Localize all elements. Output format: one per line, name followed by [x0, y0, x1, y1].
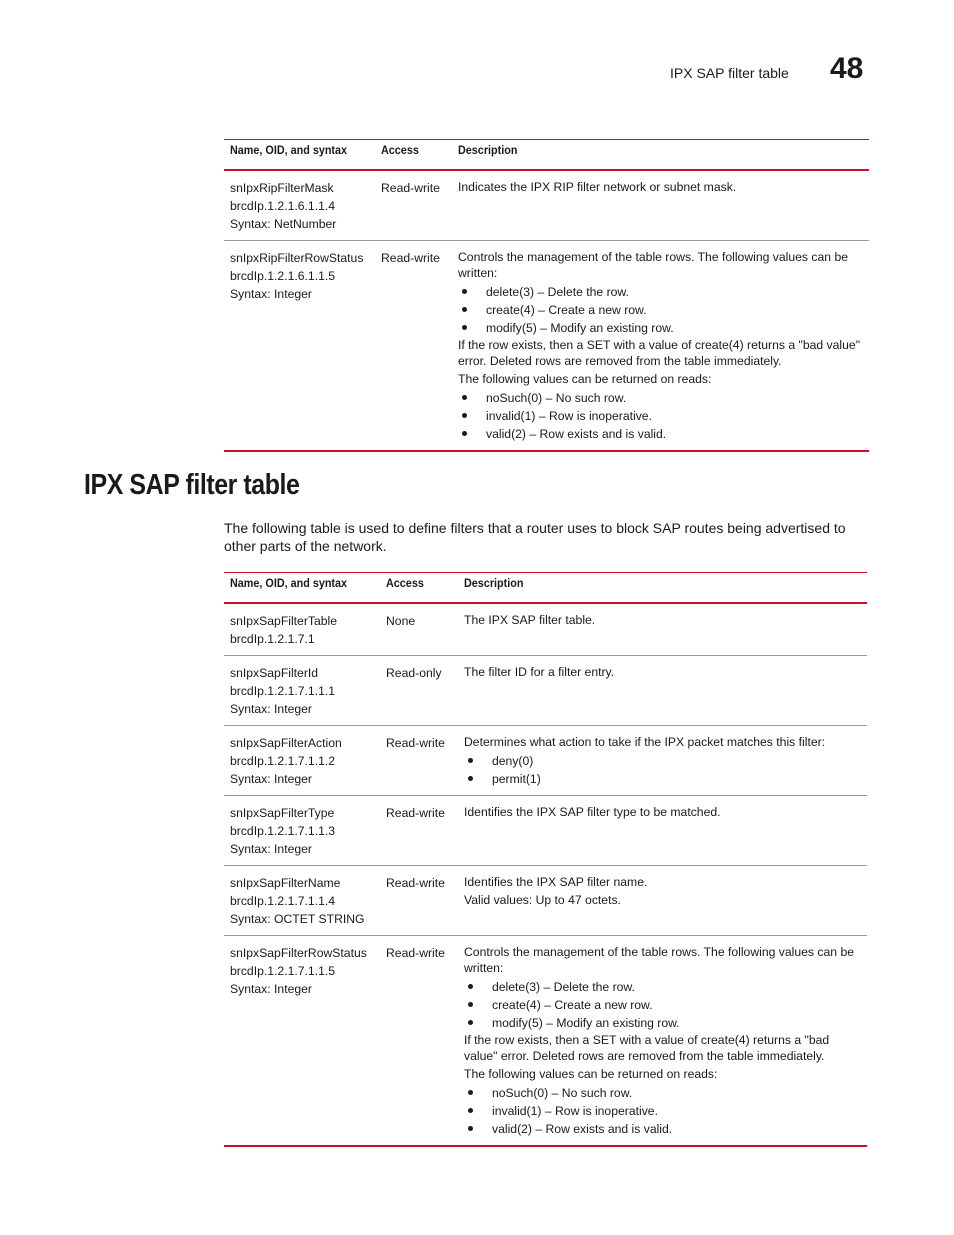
description-text: Indicates the IPX RIP filter network or subnet mask. [458, 180, 737, 194]
description-text: The filter ID for a filter entry. [464, 665, 615, 679]
object-oid: brcdIp.1.2.1.6.1.1.5 [230, 269, 336, 283]
access-cell: Read-write [380, 936, 458, 1147]
table-row [224, 170, 869, 241]
ipx-rip-filter-table [224, 139, 869, 452]
description-text: The following values can be returned on reads: [458, 372, 712, 386]
list-item: delete(3) – Delete the row. [458, 283, 863, 301]
list-item: valid(2) – Row exists and is valid. [458, 425, 863, 443]
table-row [224, 796, 867, 866]
object-name: snIpxSapFilterAction [230, 736, 342, 750]
column-header-description: Description [458, 573, 867, 604]
chapter-number: 48 [830, 52, 864, 85]
object-name: snIpxRipFilterMask [230, 181, 334, 195]
table-row [224, 936, 867, 1147]
column-header-access: Access [380, 573, 458, 604]
description-text: Controls the management of the table rows. The following values can be written: [458, 250, 848, 280]
action-values-list [464, 752, 861, 788]
access-cell: Read-write [375, 170, 452, 241]
section-heading: IPX SAP filter table [84, 469, 300, 501]
description-text: The IPX SAP filter table. [464, 613, 596, 627]
object-syntax: Syntax: Integer [230, 287, 312, 301]
description-cell [458, 936, 867, 1147]
object-name: snIpxSapFilterTable [230, 614, 338, 628]
description-note: Valid values: Up to 47 octets. [464, 893, 621, 907]
description-cell [452, 241, 869, 452]
table-row [224, 603, 867, 656]
writable-values-list [458, 283, 863, 337]
table-row [224, 726, 867, 796]
access-cell: Read-write [380, 866, 458, 936]
list-item: noSuch(0) – No such row. [458, 389, 863, 407]
object-oid: brcdIp.1.2.1.6.1.1.4 [230, 199, 336, 213]
writable-values-list [464, 978, 861, 1032]
list-item: create(4) – Create a new row. [464, 996, 861, 1014]
running-header-title: IPX SAP filter table [670, 65, 789, 81]
name-oid-syntax-cell [224, 796, 380, 866]
access-cell: Read-only [380, 656, 458, 726]
access-cell: None [380, 603, 458, 656]
table-row [224, 866, 867, 936]
object-syntax: Syntax: NetNumber [230, 217, 337, 231]
ipx-sap-filter-table [224, 572, 867, 1147]
object-oid: brcdIp.1.2.1.7.1.1.1 [230, 684, 336, 698]
column-header-name: Name, OID, and syntax [224, 140, 375, 171]
description-cell [458, 603, 867, 656]
section-intro: The following table is used to define filters that a router uses to block SAP routes being advertised to other parts of the network. [224, 520, 846, 554]
object-syntax: Syntax: Integer [230, 842, 312, 856]
object-oid: brcdIp.1.2.1.7.1.1.2 [230, 754, 336, 768]
list-item: deny(0) [464, 752, 861, 770]
list-item: invalid(1) – Row is inoperative. [458, 407, 863, 425]
name-oid-syntax-cell [224, 936, 380, 1147]
list-item: modify(5) – Modify an existing row. [464, 1014, 861, 1032]
description-note: If the row exists, then a SET with a value of create(4) returns a "bad value" error. Deleted rows are removed from the table immediately. [464, 1033, 830, 1063]
object-name: snIpxSapFilterType [230, 806, 335, 820]
column-header-access: Access [375, 140, 452, 171]
object-syntax: Syntax: OCTET STRING [230, 912, 365, 926]
object-oid: brcdIp.1.2.1.7.1.1.4 [230, 894, 336, 908]
object-oid: brcdIp.1.2.1.7.1.1.3 [230, 824, 336, 838]
list-item: permit(1) [464, 770, 861, 788]
description-text: The following values can be returned on reads: [464, 1067, 718, 1081]
table-row [224, 241, 869, 452]
name-oid-syntax-cell [224, 170, 375, 241]
object-oid: brcdIp.1.2.1.7.1 [230, 632, 315, 646]
description-text: Identifies the IPX SAP filter type to be matched. [464, 805, 721, 819]
list-item: noSuch(0) – No such row. [464, 1084, 861, 1102]
object-name: snIpxSapFilterId [230, 666, 319, 680]
object-syntax: Syntax: Integer [230, 702, 312, 716]
description-cell [458, 726, 867, 796]
access-cell: Read-write [380, 796, 458, 866]
table-header-row [224, 140, 869, 171]
object-syntax: Syntax: Integer [230, 982, 312, 996]
object-syntax: Syntax: Integer [230, 772, 312, 786]
name-oid-syntax-cell [224, 866, 380, 936]
table-header-row [224, 573, 867, 604]
list-item: delete(3) – Delete the row. [464, 978, 861, 996]
description-cell [458, 656, 867, 726]
description-cell [452, 170, 869, 241]
column-header-name: Name, OID, and syntax [224, 573, 380, 604]
object-name: snIpxSapFilterName [230, 876, 341, 890]
returned-values-list [464, 1084, 861, 1138]
name-oid-syntax-cell [224, 656, 380, 726]
list-item: valid(2) – Row exists and is valid. [464, 1120, 861, 1138]
name-oid-syntax-cell [224, 603, 380, 656]
name-oid-syntax-cell [224, 241, 375, 452]
column-header-description: Description [452, 140, 869, 171]
description-text: Controls the management of the table rows. The following values can be written: [464, 945, 854, 975]
list-item: invalid(1) – Row is inoperative. [464, 1102, 861, 1120]
access-cell: Read-write [380, 726, 458, 796]
description-note: If the row exists, then a SET with a value of create(4) returns a "bad value" error. Deleted rows are removed from the table immediately. [458, 338, 861, 368]
object-oid: brcdIp.1.2.1.7.1.1.5 [230, 964, 336, 978]
table-row [224, 656, 867, 726]
list-item: modify(5) – Modify an existing row. [458, 319, 863, 337]
description-cell [458, 796, 867, 866]
object-name: snIpxRipFilterRowStatus [230, 251, 364, 265]
access-cell: Read-write [375, 241, 452, 452]
description-cell [458, 866, 867, 936]
description-text: Determines what action to take if the IPX packet matches this filter: [464, 735, 826, 749]
list-item: create(4) – Create a new row. [458, 301, 863, 319]
returned-values-list [458, 389, 863, 443]
description-text: Identifies the IPX SAP filter name. [464, 875, 648, 889]
object-name: snIpxSapFilterRowStatus [230, 946, 367, 960]
name-oid-syntax-cell [224, 726, 380, 796]
